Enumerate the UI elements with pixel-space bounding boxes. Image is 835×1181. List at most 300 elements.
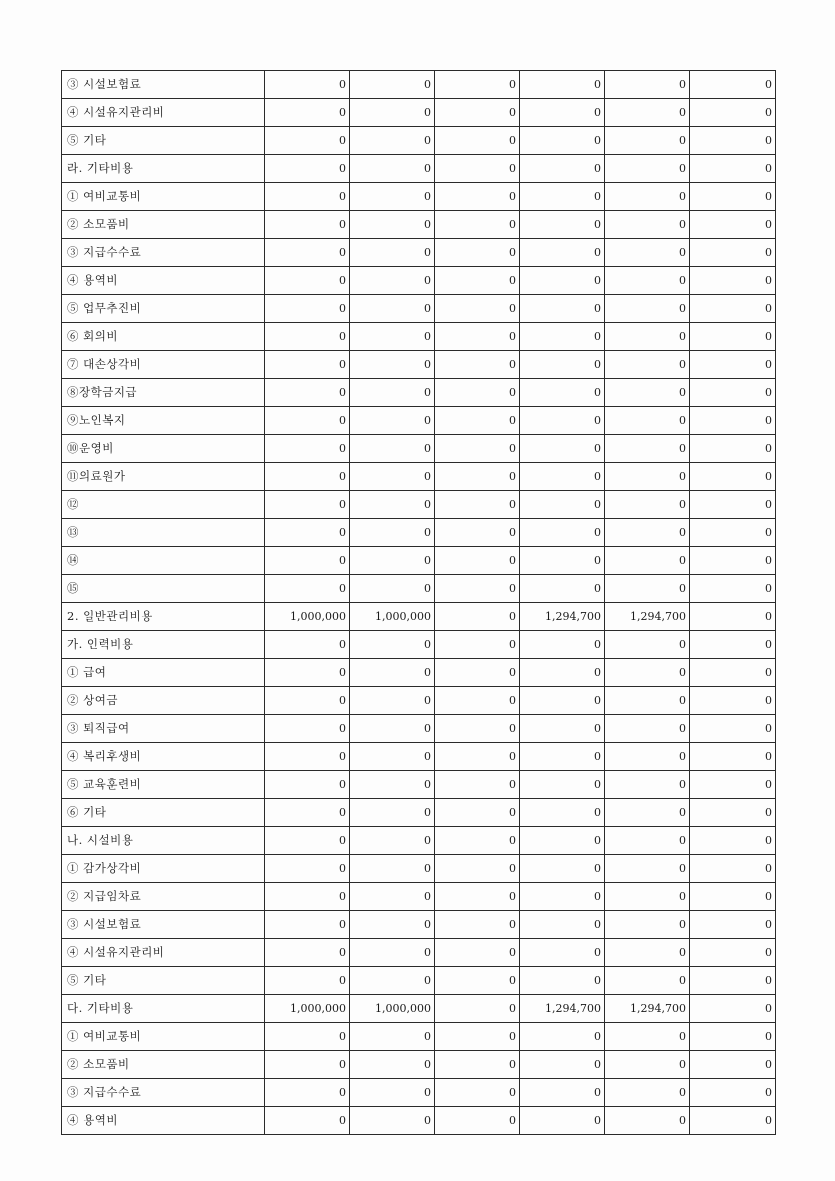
- amount-cell: 0: [690, 883, 776, 911]
- amount-cell: 0: [265, 575, 350, 603]
- amount-cell: 0: [520, 463, 605, 491]
- amount-cell: 0: [520, 659, 605, 687]
- table-row: [62, 939, 776, 967]
- amount-cell: 0: [690, 435, 776, 463]
- amount-cell: 0: [605, 239, 690, 267]
- amount-cell: 0: [350, 239, 435, 267]
- table-row: [62, 547, 776, 575]
- amount-cell: 0: [520, 855, 605, 883]
- amount-cell: 0: [435, 659, 520, 687]
- amount-cell: 0: [605, 491, 690, 519]
- amount-cell: 0: [690, 519, 776, 547]
- amount-cell: 0: [690, 1107, 776, 1135]
- amount-cell: 0: [265, 715, 350, 743]
- amount-cell: 0: [690, 127, 776, 155]
- amount-cell: 0: [690, 687, 776, 715]
- amount-cell: 0: [605, 883, 690, 911]
- amount-cell: 0: [520, 687, 605, 715]
- amount-cell: 0: [265, 1023, 350, 1051]
- table-row: [62, 295, 776, 323]
- table-row: [62, 631, 776, 659]
- row-label: ③ 지급수수료: [62, 1079, 265, 1107]
- amount-cell: 0: [350, 799, 435, 827]
- amount-cell: 0: [690, 855, 776, 883]
- amount-cell: 0: [350, 687, 435, 715]
- amount-cell: 0: [435, 911, 520, 939]
- table-row: [62, 687, 776, 715]
- amount-cell: 0: [520, 519, 605, 547]
- amount-cell: 0: [690, 967, 776, 995]
- amount-cell: 0: [435, 855, 520, 883]
- table-row: [62, 127, 776, 155]
- amount-cell: 0: [350, 631, 435, 659]
- row-label: ⑥ 회의비: [62, 323, 265, 351]
- amount-cell: 1,294,700: [520, 603, 605, 631]
- amount-cell: 0: [265, 295, 350, 323]
- amount-cell: 0: [435, 211, 520, 239]
- amount-cell: 0: [265, 71, 350, 99]
- row-label: ① 여비교통비: [62, 183, 265, 211]
- table-row: [62, 799, 776, 827]
- amount-cell: 0: [350, 967, 435, 995]
- row-label: ① 여비교통비: [62, 1023, 265, 1051]
- amount-cell: 0: [435, 267, 520, 295]
- amount-cell: 0: [265, 463, 350, 491]
- row-label: ④ 용역비: [62, 267, 265, 295]
- amount-cell: 0: [690, 911, 776, 939]
- amount-cell: 0: [350, 1107, 435, 1135]
- amount-cell: 0: [605, 295, 690, 323]
- row-label: ⑧장학금지급: [62, 379, 265, 407]
- row-label: ② 소모품비: [62, 211, 265, 239]
- amount-cell: 0: [690, 1079, 776, 1107]
- amount-cell: 0: [435, 687, 520, 715]
- row-label: ⑫: [62, 491, 265, 519]
- amount-cell: 0: [690, 827, 776, 855]
- amount-cell: 0: [435, 407, 520, 435]
- amount-cell: 0: [435, 1107, 520, 1135]
- amount-cell: 0: [265, 407, 350, 435]
- amount-cell: 0: [350, 99, 435, 127]
- budget-table: [61, 70, 776, 1135]
- amount-cell: 1,294,700: [520, 995, 605, 1023]
- row-label: ⑦ 대손상각비: [62, 351, 265, 379]
- row-label: ⑥ 기타: [62, 799, 265, 827]
- amount-cell: 0: [690, 239, 776, 267]
- amount-cell: 0: [265, 239, 350, 267]
- amount-cell: 0: [605, 71, 690, 99]
- amount-cell: 0: [690, 267, 776, 295]
- amount-cell: 0: [690, 491, 776, 519]
- row-label: ⑤ 기타: [62, 127, 265, 155]
- amount-cell: 0: [435, 155, 520, 183]
- amount-cell: 0: [265, 799, 350, 827]
- amount-cell: 0: [520, 799, 605, 827]
- amount-cell: 0: [350, 267, 435, 295]
- amount-cell: 0: [605, 211, 690, 239]
- amount-cell: 0: [520, 435, 605, 463]
- amount-cell: 0: [605, 435, 690, 463]
- amount-cell: 0: [350, 519, 435, 547]
- table-row: [62, 183, 776, 211]
- table-row: [62, 883, 776, 911]
- amount-cell: 0: [605, 379, 690, 407]
- amount-cell: 0: [435, 323, 520, 351]
- amount-cell: 0: [605, 631, 690, 659]
- amount-cell: 0: [605, 715, 690, 743]
- amount-cell: 0: [520, 883, 605, 911]
- amount-cell: 0: [520, 379, 605, 407]
- amount-cell: 0: [520, 183, 605, 211]
- amount-cell: 0: [605, 99, 690, 127]
- amount-cell: 0: [690, 407, 776, 435]
- amount-cell: 0: [265, 351, 350, 379]
- amount-cell: 0: [350, 491, 435, 519]
- amount-cell: 0: [690, 575, 776, 603]
- amount-cell: 0: [265, 491, 350, 519]
- row-label: 가. 인력비용: [62, 631, 265, 659]
- amount-cell: 0: [605, 743, 690, 771]
- amount-cell: 0: [605, 1079, 690, 1107]
- table-row: [62, 463, 776, 491]
- amount-cell: 0: [520, 323, 605, 351]
- amount-cell: 0: [265, 99, 350, 127]
- row-label: ⑪의료원가: [62, 463, 265, 491]
- amount-cell: 0: [520, 211, 605, 239]
- amount-cell: 0: [690, 155, 776, 183]
- row-label: ③ 지급수수료: [62, 239, 265, 267]
- amount-cell: 0: [350, 827, 435, 855]
- row-label: ① 급여: [62, 659, 265, 687]
- amount-cell: 0: [265, 1051, 350, 1079]
- amount-cell: 0: [605, 659, 690, 687]
- amount-cell: 0: [520, 547, 605, 575]
- amount-cell: 0: [690, 631, 776, 659]
- amount-cell: 0: [690, 1051, 776, 1079]
- amount-cell: 0: [265, 519, 350, 547]
- amount-cell: 0: [350, 715, 435, 743]
- amount-cell: 0: [435, 463, 520, 491]
- table-row: [62, 267, 776, 295]
- amount-cell: 0: [690, 995, 776, 1023]
- row-label: ⑤ 기타: [62, 967, 265, 995]
- table-row: [62, 379, 776, 407]
- table-row: [62, 323, 776, 351]
- row-label: ② 소모품비: [62, 1051, 265, 1079]
- amount-cell: 0: [435, 547, 520, 575]
- row-label: 라. 기타비용: [62, 155, 265, 183]
- amount-cell: 0: [690, 771, 776, 799]
- amount-cell: 0: [605, 911, 690, 939]
- row-label: 다. 기타비용: [62, 995, 265, 1023]
- amount-cell: 0: [350, 407, 435, 435]
- amount-cell: 0: [350, 71, 435, 99]
- amount-cell: 0: [350, 771, 435, 799]
- amount-cell: 0: [690, 183, 776, 211]
- amount-cell: 0: [350, 575, 435, 603]
- table-row: [62, 603, 776, 631]
- amount-cell: 0: [520, 1023, 605, 1051]
- table-row: [62, 771, 776, 799]
- amount-cell: 0: [265, 1079, 350, 1107]
- table-row: [62, 715, 776, 743]
- amount-cell: 0: [520, 939, 605, 967]
- amount-cell: 0: [350, 295, 435, 323]
- table-row: [62, 99, 776, 127]
- amount-cell: 0: [605, 407, 690, 435]
- amount-cell: 0: [605, 127, 690, 155]
- amount-cell: 0: [520, 1051, 605, 1079]
- table-row: [62, 995, 776, 1023]
- amount-cell: 0: [265, 939, 350, 967]
- amount-cell: 0: [690, 71, 776, 99]
- amount-cell: 0: [435, 743, 520, 771]
- row-label: ⑤ 교육훈련비: [62, 771, 265, 799]
- table-row: [62, 855, 776, 883]
- amount-cell: 0: [690, 799, 776, 827]
- amount-cell: 1,294,700: [605, 603, 690, 631]
- amount-cell: 0: [350, 855, 435, 883]
- table-row: [62, 1051, 776, 1079]
- row-label: ⑭: [62, 547, 265, 575]
- amount-cell: 0: [605, 183, 690, 211]
- amount-cell: 0: [520, 351, 605, 379]
- amount-cell: 0: [265, 183, 350, 211]
- amount-cell: 0: [265, 323, 350, 351]
- amount-cell: 1,000,000: [265, 603, 350, 631]
- amount-cell: 0: [605, 323, 690, 351]
- amount-cell: 0: [690, 715, 776, 743]
- row-label: ④ 복리후생비: [62, 743, 265, 771]
- row-label: ⑩운영비: [62, 435, 265, 463]
- amount-cell: 0: [690, 659, 776, 687]
- row-label: ④ 시설유지관리비: [62, 939, 265, 967]
- table-row: [62, 211, 776, 239]
- amount-cell: 0: [350, 379, 435, 407]
- amount-cell: 0: [520, 967, 605, 995]
- table-row: [62, 575, 776, 603]
- amount-cell: 0: [265, 743, 350, 771]
- amount-cell: 0: [265, 827, 350, 855]
- table-row: [62, 71, 776, 99]
- amount-cell: 0: [350, 183, 435, 211]
- amount-cell: 0: [690, 547, 776, 575]
- amount-cell: 0: [520, 771, 605, 799]
- amount-cell: 0: [435, 99, 520, 127]
- amount-cell: 0: [265, 687, 350, 715]
- amount-cell: 0: [350, 939, 435, 967]
- amount-cell: 1,000,000: [350, 995, 435, 1023]
- row-label: 2. 일반관리비용: [62, 603, 265, 631]
- amount-cell: 0: [350, 351, 435, 379]
- amount-cell: 0: [435, 239, 520, 267]
- row-label: ⑨노인복지: [62, 407, 265, 435]
- amount-cell: 0: [435, 827, 520, 855]
- amount-cell: 0: [605, 939, 690, 967]
- amount-cell: 0: [690, 743, 776, 771]
- amount-cell: 0: [605, 155, 690, 183]
- amount-cell: 0: [265, 911, 350, 939]
- amount-cell: 0: [435, 1051, 520, 1079]
- amount-cell: 0: [605, 771, 690, 799]
- row-label: ② 지급임차료: [62, 883, 265, 911]
- row-label: ③ 시설보험료: [62, 71, 265, 99]
- amount-cell: 0: [520, 911, 605, 939]
- amount-cell: 0: [265, 1107, 350, 1135]
- amount-cell: 1,294,700: [605, 995, 690, 1023]
- amount-cell: 0: [350, 323, 435, 351]
- amount-cell: 0: [350, 911, 435, 939]
- amount-cell: 0: [350, 659, 435, 687]
- amount-cell: 0: [265, 855, 350, 883]
- table-row: [62, 1079, 776, 1107]
- table-row: [62, 519, 776, 547]
- amount-cell: 0: [605, 351, 690, 379]
- amount-cell: 0: [265, 155, 350, 183]
- table-row: [62, 491, 776, 519]
- amount-cell: 0: [435, 183, 520, 211]
- amount-cell: 0: [265, 127, 350, 155]
- amount-cell: 0: [265, 211, 350, 239]
- row-label: ⑤ 업무추진비: [62, 295, 265, 323]
- amount-cell: 0: [605, 575, 690, 603]
- amount-cell: 0: [520, 491, 605, 519]
- amount-cell: 0: [435, 575, 520, 603]
- amount-cell: 0: [520, 575, 605, 603]
- amount-cell: 0: [350, 463, 435, 491]
- amount-cell: 0: [435, 603, 520, 631]
- amount-cell: 0: [520, 743, 605, 771]
- amount-cell: 0: [520, 99, 605, 127]
- amount-cell: 0: [520, 827, 605, 855]
- amount-cell: 0: [435, 771, 520, 799]
- amount-cell: 0: [605, 1051, 690, 1079]
- amount-cell: 1,000,000: [265, 995, 350, 1023]
- row-label: ① 감가상각비: [62, 855, 265, 883]
- amount-cell: 1,000,000: [350, 603, 435, 631]
- table-row: [62, 659, 776, 687]
- amount-cell: 0: [605, 1107, 690, 1135]
- row-label: ④ 용역비: [62, 1107, 265, 1135]
- amount-cell: 0: [520, 267, 605, 295]
- amount-cell: 0: [435, 435, 520, 463]
- amount-cell: 0: [350, 211, 435, 239]
- amount-cell: 0: [265, 435, 350, 463]
- row-label: ② 상여금: [62, 687, 265, 715]
- amount-cell: 0: [690, 99, 776, 127]
- amount-cell: 0: [690, 1023, 776, 1051]
- row-label: 나. 시설비용: [62, 827, 265, 855]
- amount-cell: 0: [350, 743, 435, 771]
- amount-cell: 0: [435, 995, 520, 1023]
- amount-cell: 0: [605, 855, 690, 883]
- amount-cell: 0: [605, 547, 690, 575]
- amount-cell: 0: [350, 547, 435, 575]
- amount-cell: 0: [435, 967, 520, 995]
- table-row: [62, 1023, 776, 1051]
- amount-cell: 0: [435, 491, 520, 519]
- row-label: ④ 시설유지관리비: [62, 99, 265, 127]
- amount-cell: 0: [690, 939, 776, 967]
- amount-cell: 0: [265, 631, 350, 659]
- amount-cell: 0: [605, 267, 690, 295]
- amount-cell: 0: [520, 1107, 605, 1135]
- amount-cell: 0: [265, 267, 350, 295]
- table-row: [62, 435, 776, 463]
- row-label: ③ 시설보험료: [62, 911, 265, 939]
- amount-cell: 0: [520, 71, 605, 99]
- amount-cell: 0: [520, 715, 605, 743]
- amount-cell: 0: [690, 351, 776, 379]
- amount-cell: 0: [435, 351, 520, 379]
- amount-cell: 0: [605, 1023, 690, 1051]
- amount-cell: 0: [435, 939, 520, 967]
- amount-cell: 0: [690, 295, 776, 323]
- amount-cell: 0: [435, 715, 520, 743]
- amount-cell: 0: [520, 155, 605, 183]
- amount-cell: 0: [690, 379, 776, 407]
- table-row: [62, 407, 776, 435]
- amount-cell: 0: [265, 659, 350, 687]
- amount-cell: 0: [605, 519, 690, 547]
- amount-cell: 0: [435, 519, 520, 547]
- amount-cell: 0: [435, 631, 520, 659]
- table-row: [62, 155, 776, 183]
- amount-cell: 0: [690, 323, 776, 351]
- row-label: ⑬: [62, 519, 265, 547]
- amount-cell: 0: [435, 1079, 520, 1107]
- amount-cell: 0: [265, 547, 350, 575]
- amount-cell: 0: [435, 1023, 520, 1051]
- amount-cell: 0: [520, 239, 605, 267]
- amount-cell: 0: [690, 211, 776, 239]
- amount-cell: 0: [265, 967, 350, 995]
- amount-cell: 0: [350, 127, 435, 155]
- amount-cell: 0: [350, 1079, 435, 1107]
- table-row: [62, 743, 776, 771]
- amount-cell: 0: [690, 603, 776, 631]
- amount-cell: 0: [435, 799, 520, 827]
- amount-cell: 0: [520, 631, 605, 659]
- amount-cell: 0: [350, 435, 435, 463]
- amount-cell: 0: [435, 127, 520, 155]
- amount-cell: 0: [520, 407, 605, 435]
- amount-cell: 0: [265, 771, 350, 799]
- amount-cell: 0: [350, 1051, 435, 1079]
- amount-cell: 0: [520, 127, 605, 155]
- table-row: [62, 967, 776, 995]
- amount-cell: 0: [265, 379, 350, 407]
- amount-cell: 0: [520, 1079, 605, 1107]
- amount-cell: 0: [605, 967, 690, 995]
- amount-cell: 0: [350, 155, 435, 183]
- row-label: ⑮: [62, 575, 265, 603]
- amount-cell: 0: [435, 379, 520, 407]
- amount-cell: 0: [690, 463, 776, 491]
- amount-cell: 0: [605, 799, 690, 827]
- table-row: [62, 1107, 776, 1135]
- table-row: [62, 351, 776, 379]
- amount-cell: 0: [605, 827, 690, 855]
- budget-table-body: [62, 71, 776, 1135]
- amount-cell: 0: [520, 295, 605, 323]
- row-label: ③ 퇴직급여: [62, 715, 265, 743]
- amount-cell: 0: [350, 1023, 435, 1051]
- amount-cell: 0: [605, 687, 690, 715]
- amount-cell: 0: [605, 463, 690, 491]
- table-row: [62, 827, 776, 855]
- amount-cell: 0: [350, 883, 435, 911]
